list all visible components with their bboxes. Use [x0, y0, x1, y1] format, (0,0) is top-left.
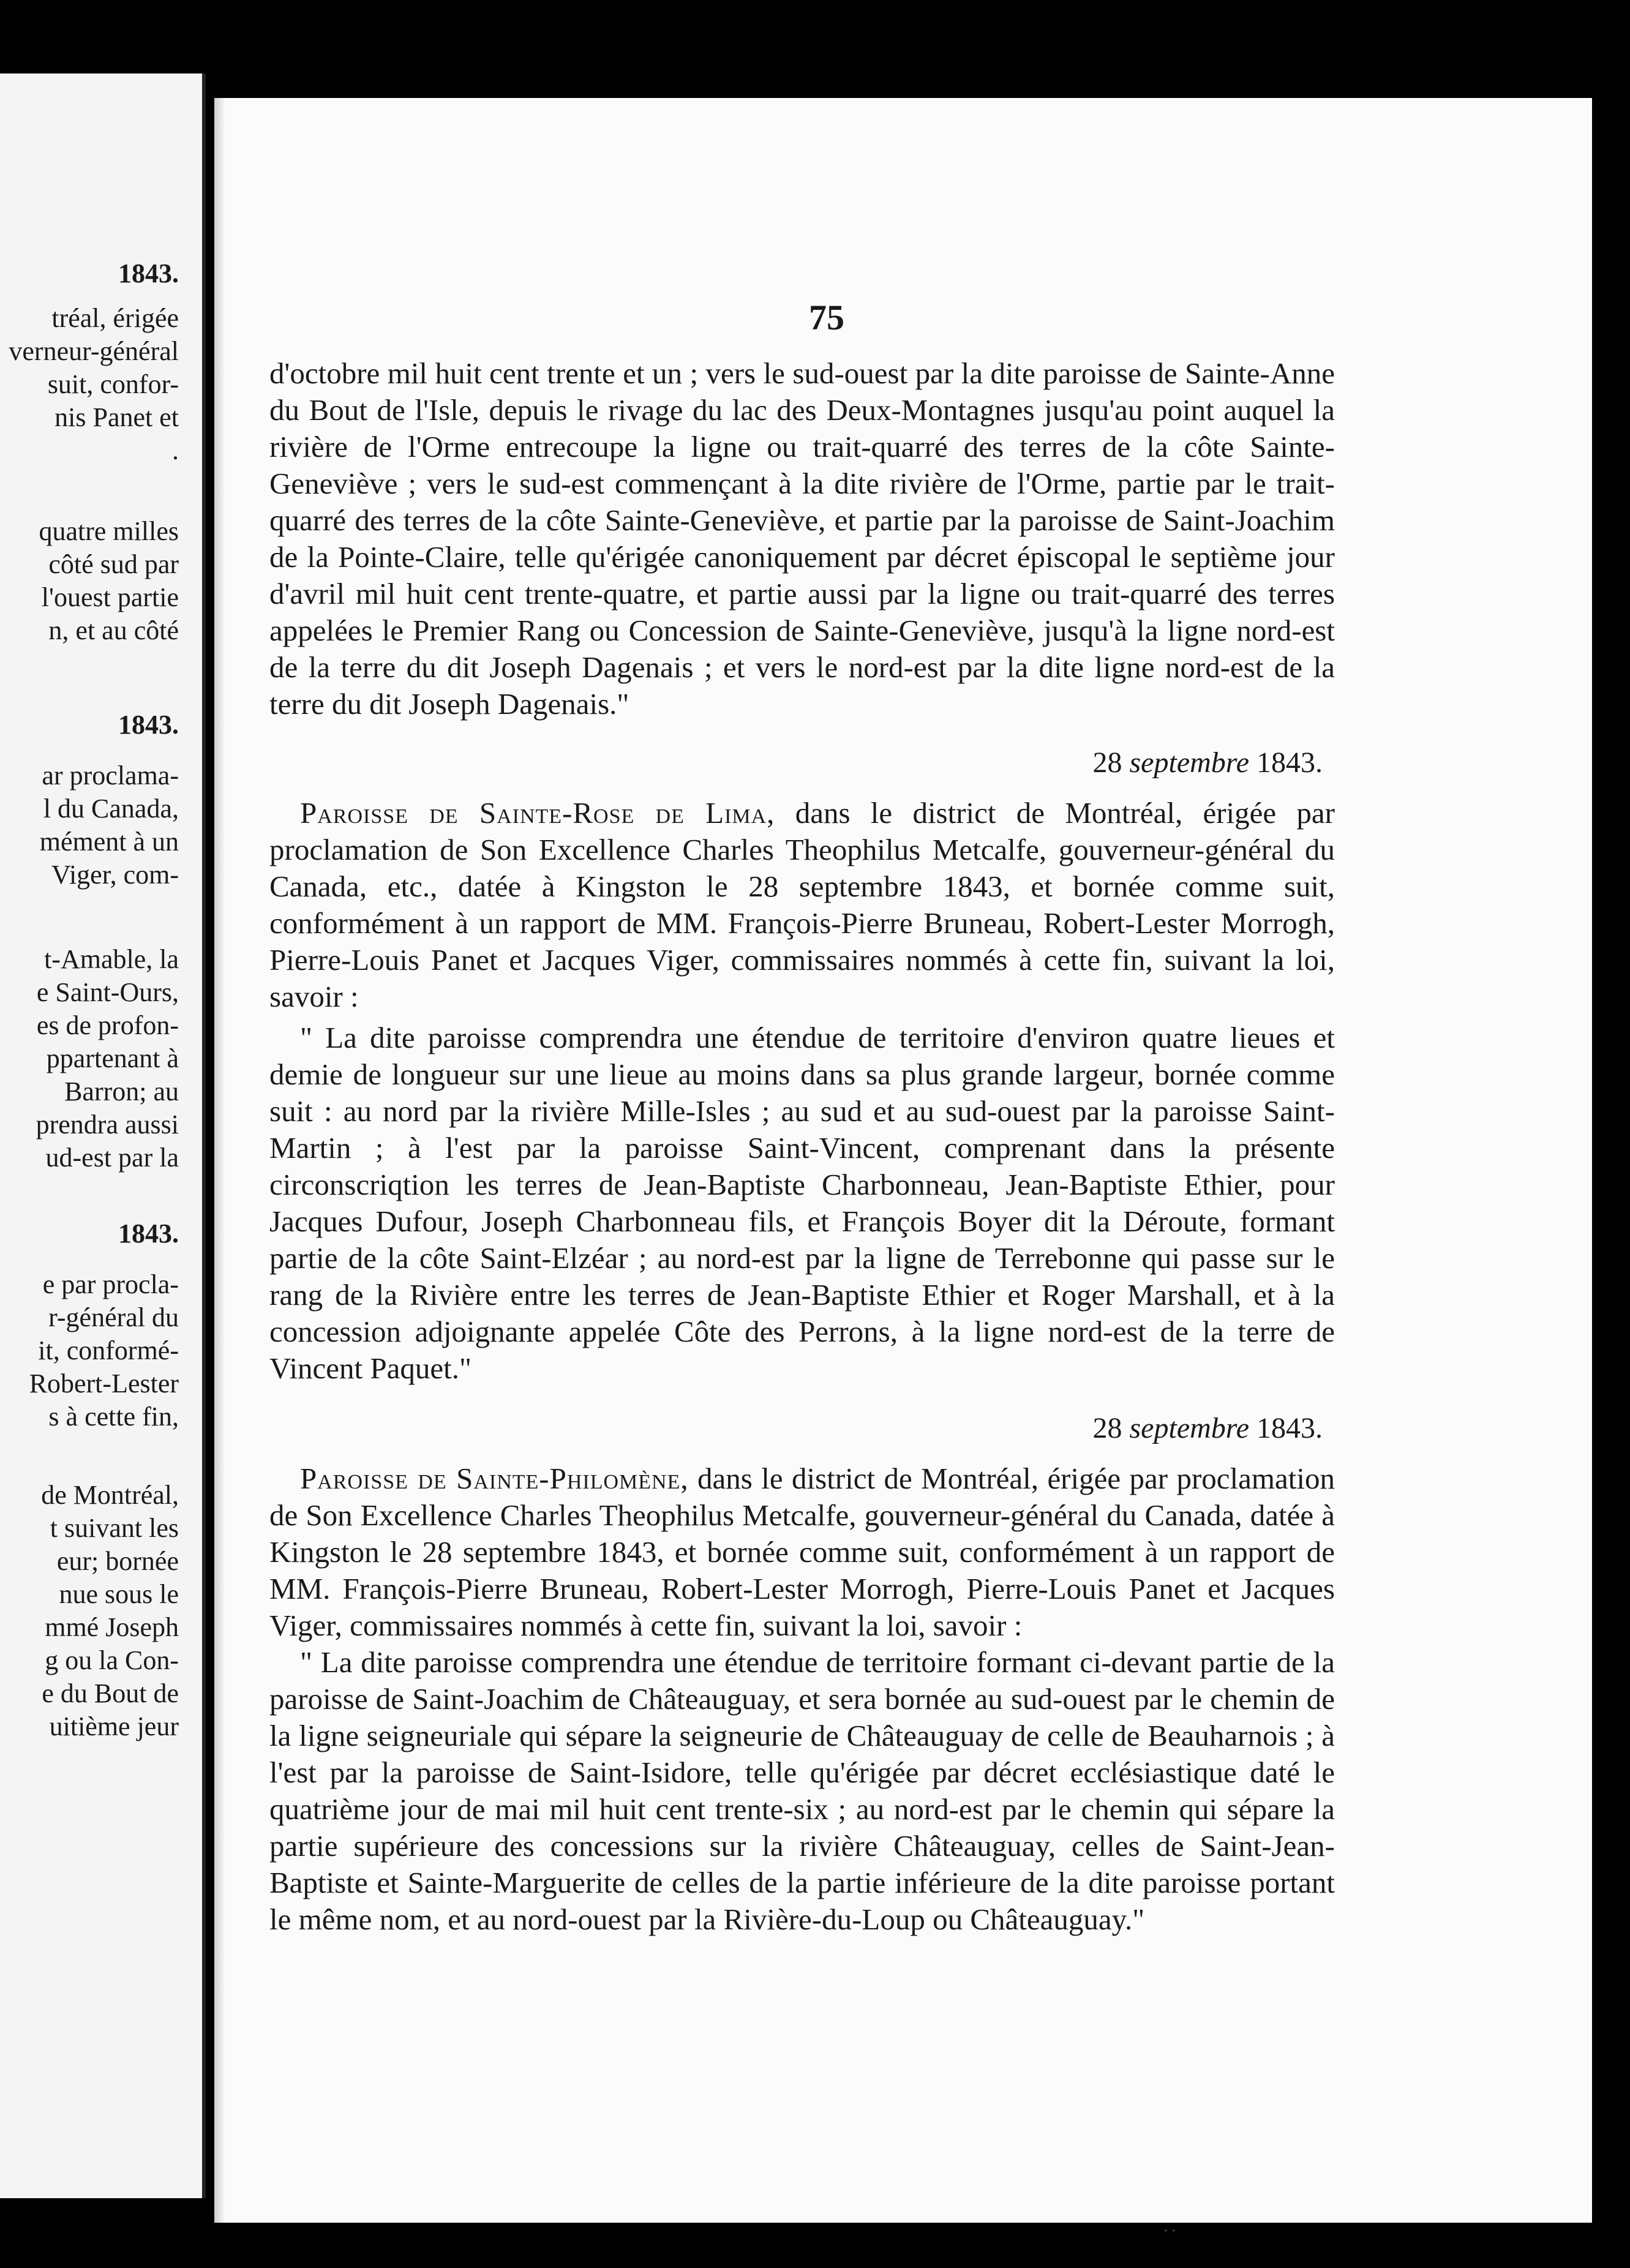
left-page-line: l'ouest partie	[41, 582, 179, 612]
page-number: 75	[809, 298, 844, 337]
left-page-line: t suivant les	[50, 1513, 179, 1543]
left-page-line: g ou la Con-	[45, 1645, 179, 1675]
date-year: 1843.	[1256, 1412, 1323, 1444]
left-page-line: nis Panet et	[54, 402, 179, 432]
left-page-line: l du Canada,	[43, 794, 179, 824]
parish-description	[269, 1460, 1335, 1644]
left-page-line: e Saint-Ours,	[36, 977, 179, 1007]
quote-text: " La dite paroisse comprendra une étendue de territoire d'environ quatre lieues et demie de longueur sur une lieue au moins dans sa plus grande largeur, bornée comme suit : au nord par la rivière Mille-Isles ; au sud et au sud-ouest par la paroisse Saint-Martin ; à l'est par la paroisse Saint-Vincent, comprenant dans la présente circonscriqtion les terres de Jean-Baptiste Charbonneau, Jean-Baptiste Ethier, pour Jacques Dufour, Joseph Charbonneau fils, et François Boyer dit la Déroute, formant partie de la côte Saint-Elzéar ; au nord-est par la ligne de Terrebonne qui passe sur le rang de la Rivière entre les terres de Jean-Baptiste Ethier et Roger Marshall, et à la concession adjoignante appelée Côte des Perrons, à la ligne nord-est de la terre de Vincent Paquet."	[269, 1021, 1335, 1385]
date-day: 28	[1092, 1412, 1122, 1444]
parish-text: dans le district de Montréal, érigée par proclamation de Son Excellence Charles Theophilus Metcalfe, gouverneur-général du Canada, datée à Kingston le 28 septembre 1843, et bornée comme suit, conformément à un rapport de MM. François-Pierre Bruneau, Robert-Lester Morrogh, Pierre-Louis Panet et Jacques Viger, commissaires nommés à cette fin, suivant la loi, savoir :	[269, 1462, 1335, 1642]
left-page-line: ar proclama-	[42, 760, 179, 790]
left-page-line: 1843.	[118, 710, 179, 740]
left-page-line: s à cette fin,	[48, 1402, 179, 1432]
date-month: septembre	[1129, 746, 1249, 779]
left-page-line: es de profon-	[36, 1010, 179, 1040]
left-page-line: Viger, com-	[51, 860, 179, 890]
parish-entry-sainte-philomene	[269, 1460, 1335, 1644]
current-page	[214, 98, 1592, 2238]
parish-title: Paroisse de Sainte-Rose de Lima,	[300, 796, 775, 830]
date-line-2	[1093, 1411, 1323, 1445]
left-page-line: 1843.	[118, 1218, 179, 1249]
left-page-line: e du Bout de	[42, 1678, 179, 1708]
left-page-line: mmé Joseph	[45, 1612, 179, 1642]
continuation-text: d'octobre mil huit cent trente et un ; vers le sud-ouest par la dite paroisse de Sainte-Anne du Bout de l'Isle, depuis le rivage du lac des Deux-Montagnes jusqu'au point auquel la rivière de l'Orme entrecoupe la ligne ou trait-quarré des terres de la côte Sainte-Geneviève ; vers le sud-est commençant à la dite rivière de l'Orme, partie par le trait-quarré des terres de la côte Sainte-Geneviève, et partie par la paroisse de Saint-Joachim de la Pointe-Claire, telle qu'érigée canoniquement par décret épiscopal le septième jour d'avril mil huit cent trente-quatre, et partie aussi par la ligne ou trait-quarré des terres appelées le Premier Rang ou Concession de Sainte-Geneviève, jusqu'à la ligne nord-est de la terre du dit Joseph Dagenais ; et vers le nord-est par la dite ligne nord-est de la terre du dit Joseph Dagenais."	[269, 356, 1335, 721]
left-page-line: n, et au côté	[48, 615, 179, 645]
parish-description	[269, 795, 1335, 1015]
date-month: septembre	[1129, 1412, 1249, 1444]
parish-boundaries-quote-1	[269, 1019, 1335, 1387]
left-page-line: de Montréal,	[41, 1480, 179, 1510]
left-page-line: mément à un	[39, 827, 179, 857]
parish-entry-sainte-rose	[269, 795, 1335, 1015]
parish-boundaries-quote-2	[269, 1644, 1335, 1938]
left-page-line: verneur-général	[9, 336, 179, 366]
left-page-line: suit, confor-	[47, 369, 179, 399]
left-page-line: uitième jeur	[49, 1711, 179, 1741]
left-page-line: côté sud par	[48, 549, 179, 579]
previous-page-fragment	[0, 73, 206, 2198]
left-page-line: prendra aussi	[36, 1110, 179, 1140]
left-page-line: Barron; au	[64, 1076, 179, 1106]
left-page-line: t-Amable, la	[44, 944, 179, 974]
left-page-line: tréal, érigée	[51, 303, 179, 333]
left-page-line: it, conformé-	[38, 1335, 179, 1365]
left-page-line: quatre milles	[39, 516, 179, 546]
date-day: 28	[1092, 746, 1122, 779]
quote-text: " La dite paroisse comprendra une étendue de territoire formant ci-devant partie de la paroisse de Saint-Joachim de Châteauguay, et sera bornée au sud-ouest par le chemin de la ligne seigneuriale qui sépare la seigneurie de Châteauguay de celle de Beauharnois ; à l'est par la paroisse de Saint-Isidore, telle qu'érigée par décret ecclésiastique daté le quatrième jour de mai mil huit cent trente-six ; au nord-est par le chemin qui sépare la partie supérieure des concessions sur la rivière Châteauguay, celles de Saint-Jean-Baptiste et Sainte-Marguerite de celles de la partie inférieure de la dite paroisse portant le même nom, et au nord-ouest par la Rivière-du-Loup ou Châteauguay."	[269, 1645, 1335, 1936]
left-page-line: ud-est par la	[45, 1143, 179, 1173]
date-year: 1843.	[1256, 746, 1323, 779]
left-page-line: .	[172, 435, 179, 465]
left-page-line: nue sous le	[59, 1579, 179, 1609]
left-page-line: Robert-Lester	[29, 1369, 179, 1399]
left-page-line: eur; bornée	[56, 1546, 179, 1576]
continuation-paragraph	[269, 355, 1335, 723]
parish-text: dans le district de Montréal, érigée par proclamation de Son Excellence Charles Theophilus Metcalfe, gouverneur-général du Canada, etc., datée à Kingston le 28 septembre 1843, et bornée comme suit, conformément à un rapport de MM. François-Pierre Bruneau, Robert-Lester Morrogh, Pierre-Louis Panet et Jacques Viger, commissaires nommés à cette fin, suivant la loi, savoir :	[269, 796, 1335, 1013]
footer-mark: · ·	[1163, 2223, 1176, 2238]
left-page-line: ppartenant à	[46, 1043, 179, 1073]
left-page-line: 1843.	[118, 258, 179, 288]
parish-title: Paroisse de Sainte-Philomène,	[300, 1462, 689, 1495]
left-page-line: r-général du	[48, 1302, 179, 1332]
date-line-1	[1093, 746, 1323, 779]
left-page-line: e par procla-	[42, 1269, 179, 1299]
